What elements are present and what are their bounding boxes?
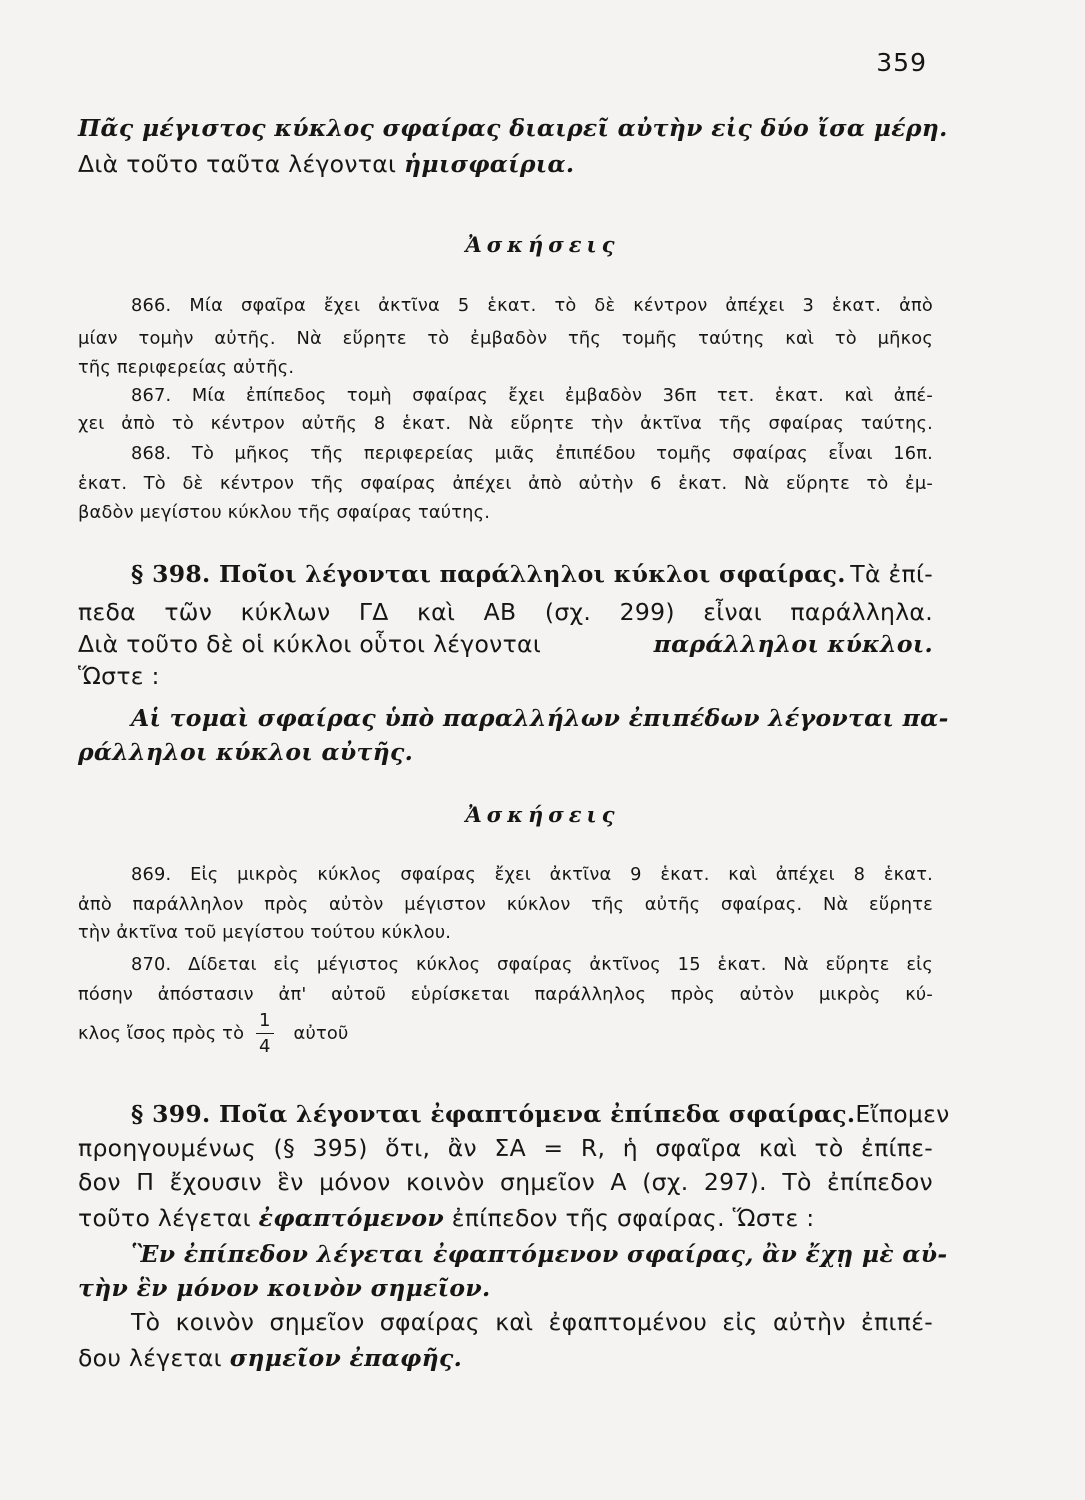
- section-399-rule-line-1: Ἓν ἐπίπεδον λέγεται ἐφαπτόμενον σφαίρας, ἂν ἔχῃ μὲ αὐ-: [131, 1240, 948, 1268]
- section-399-line-3: δον Π ἔχουσιν ἓν μόνον κοινὸν σημεῖον Α (σχ. 297). Τὸ ἐπίπεδον: [78, 1168, 933, 1196]
- section-399-line-4: [78, 1204, 814, 1232]
- section-398-hoste: Ὥστε :: [78, 662, 160, 690]
- exercise-867-line-2: χει ἀπὸ τὸ κέντρον αὐτῆς 8 ἑκατ. Νὰ εὕρητε τὴν ἀκτῖνα τῆς σφαίρας ταύτης.: [78, 413, 933, 434]
- exercise-866-line-3: τῆς περιφερείας αὐτῆς.: [78, 357, 295, 378]
- exercise-868-line-1: 868. Τὸ μῆκος τῆς περιφερείας μιᾶς ἐπιπέδου τομῆς σφαίρας εἶναι 16π.: [131, 443, 933, 464]
- parallel-circles-term: παράλληλοι κύκλοι.: [653, 630, 933, 658]
- exercise-870-line-3-pre: κλος ἴσος πρὸς τὸ: [78, 1023, 245, 1044]
- hemisphere-text: Διὰ τοῦτο ταῦτα λέγονται: [78, 150, 397, 178]
- section-398-line-3: [78, 630, 933, 658]
- exercise-869-line-2: ἀπὸ παράλληλον πρὸς αὐτὸν μέγιστον κύκλον τῆς αὐτῆς σφαίρας. Νὰ εὕρητε: [78, 894, 933, 915]
- section-399-line-2: προηγουμένως (§ 395) ὅτι, ἂν ΣΑ = R, ἡ σφαῖρα καὶ τὸ ἐπίπε-: [78, 1134, 933, 1162]
- section-398-title-line: [131, 560, 933, 588]
- exercise-870-line-3: [78, 1012, 348, 1056]
- exercise-867-line-1: 867. Μία ἐπίπεδος τομὴ σφαίρας ἔχει ἐμβαδὸν 36π τετ. ἑκατ. καὶ ἀπέ-: [131, 385, 933, 406]
- page-number: 359: [876, 48, 927, 77]
- fraction-numerator: 1: [256, 1012, 274, 1034]
- section-399-title-rest: Εἴπομεν: [855, 1100, 950, 1128]
- section-399-title-line: [131, 1100, 950, 1128]
- fraction-one-quarter: [256, 1012, 274, 1056]
- exercise-866-line-2: μίαν τομὴν αὐτῆς. Νὰ εὕρητε τὸ ἐμβαδὸν τῆς τομῆς ταύτης καὶ τὸ μῆκος: [78, 328, 933, 349]
- section-398-title-rest: Τὰ ἐπί-: [850, 560, 933, 588]
- section-399-line-4-pre: τοῦτο λέγεται: [78, 1204, 251, 1232]
- section-399-para-line-2: [78, 1344, 462, 1372]
- fraction-denominator: 4: [259, 1036, 271, 1057]
- section-399-para-line-2-pre: δου λέγεται: [78, 1344, 222, 1372]
- exercise-869-line-1: 869. Εἰς μικρὸς κύκλος σφαίρας ἔχει ἀκτῖνα 9 ἑκατ. καὶ ἀπέχει 8 ἑκατ.: [131, 864, 933, 885]
- exercise-870-line-2: πόσην ἀπόστασιν ἀπ' αὐτοῦ εὑρίσκεται παράλληλος πρὸς αὐτὸν μικρὸς κύ-: [78, 984, 933, 1005]
- section-399-title: § 399. Ποῖα λέγονται ἐφαπτόμενα ἐπίπεδα σφαίρας.: [131, 1100, 856, 1128]
- exercise-870-line-3-post: αὐτοῦ: [293, 1023, 349, 1044]
- section-399-para-line-1: Τὸ κοινὸν σημεῖον σφαίρας καὶ ἐφαπτομένου εἰς αὐτὴν ἐπιπέ-: [131, 1308, 933, 1336]
- section-398-line-3-text: Διὰ τοῦτο δὲ οἱ κύκλοι οὗτοι λέγονται: [78, 630, 542, 658]
- great-circle-statement: Πᾶς μέγιστος κύκλος σφαίρας διαιρεῖ αὐτὴν εἰς δύο ἴσα μέρη.: [78, 114, 948, 142]
- exercise-869-line-3: τὴν ἀκτῖνα τοῦ μεγίστου τούτου κύκλου.: [78, 922, 452, 943]
- exercises-heading-2: Ἀσκήσεις: [465, 802, 620, 827]
- section-398-title: § 398. Ποῖοι λέγονται παράλληλοι κύκλοι σφαίρας.: [131, 560, 846, 588]
- exercises-heading-1: Ἀσκήσεις: [465, 232, 620, 257]
- section-399-rule-line-2: τὴν ἓν μόνον κοινὸν σημεῖον.: [78, 1274, 491, 1302]
- section-398-rule-line-2: ράλληλοι κύκλοι αὐτῆς.: [78, 738, 414, 766]
- exercise-868-line-3: βαδὸν μεγίστου κύκλου τῆς σφαίρας ταύτης.: [78, 502, 491, 523]
- section-399-line-4-post: ἐπίπεδον τῆς σφαίρας. Ὥστε :: [451, 1204, 815, 1232]
- section-398-rule-line-1: Αἱ τομαὶ σφαίρας ὑπὸ παραλλήλων ἐπιπέδων λέγονται πα-: [131, 704, 949, 732]
- point-of-contact-term: σημεῖον ἐπαφῆς.: [229, 1344, 463, 1372]
- hemisphere-term: ἡμισφαίρια.: [404, 150, 575, 178]
- exercise-870-line-1: 870. Δίδεται εἰς μέγιστος κύκλος σφαίρας ἀκτῖνος 15 ἑκατ. Νὰ εὕρητε εἰς: [131, 954, 933, 975]
- section-398-line-2: πεδα τῶν κύκλων ΓΔ καὶ ΑΒ (σχ. 299) εἶναι παράλληλα.: [78, 598, 933, 626]
- hemisphere-line: [78, 150, 574, 178]
- exercise-866-line-1: 866. Μία σφαῖρα ἔχει ἀκτῖνα 5 ἑκατ. τὸ δὲ κέντρον ἀπέχει 3 ἑκατ. ἀπὸ: [131, 295, 933, 316]
- tangent-term: ἐφαπτόμενον: [258, 1204, 445, 1232]
- exercise-868-line-2: ἑκατ. Τὸ δὲ κέντρον τῆς σφαίρας ἀπέχει ἀπὸ αὐτὴν 6 ἑκατ. Νὰ εὕρητε τὸ ἐμ-: [78, 473, 933, 494]
